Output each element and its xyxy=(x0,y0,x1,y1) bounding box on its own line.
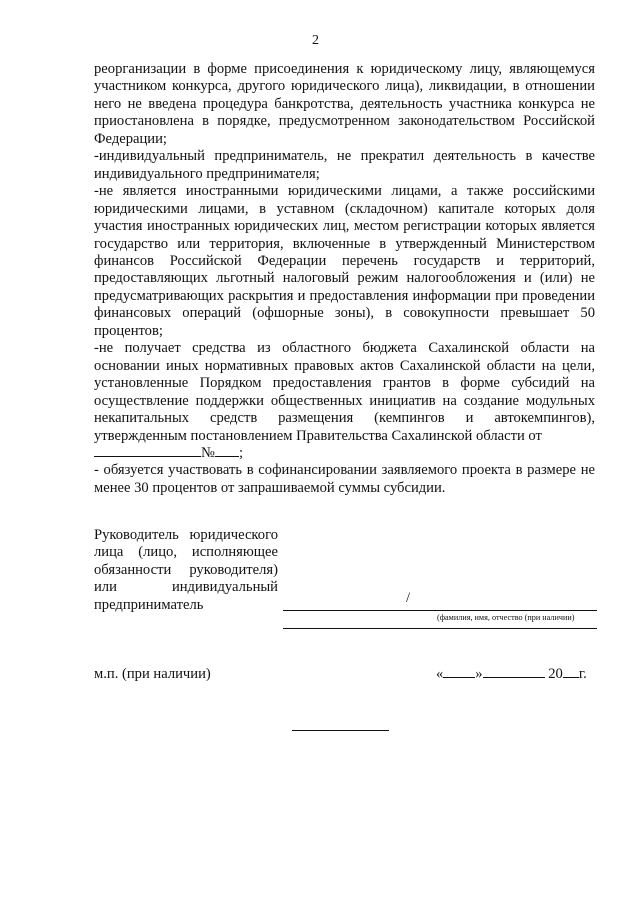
resolution-number-line xyxy=(94,445,595,462)
document-body xyxy=(94,61,595,497)
date-line xyxy=(436,666,587,683)
signer-block xyxy=(94,527,278,614)
paragraph-reorganization: реорганизации в форме присоединения к юридическому лицу, являющемуся участником конкурса, другого юридического лица), ликвидации, в отношении него не введена процедура банкротства, деятельность участника конкурса не приостановлена в порядке, предусмотренном законодательством Российской Федерации; xyxy=(94,61,595,147)
signature-slash: / xyxy=(406,590,411,606)
date-year-blank xyxy=(563,666,579,678)
resolution-number-blank xyxy=(215,445,239,457)
signer-line: предприниматель xyxy=(94,596,204,613)
signer-line: лица (лицо, исполняющее xyxy=(94,544,278,561)
paragraph-cofinancing: - обязуется участвовать в софинансировании заявляемого проекта в размере не менее 30 процентов от запрашиваемой суммы субсидии. xyxy=(94,462,595,496)
page-number: 2 xyxy=(312,33,319,48)
date-year-suffix: г. xyxy=(578,666,587,682)
end-divider xyxy=(292,730,389,731)
signer-line: обязанности руководителя) xyxy=(94,561,278,578)
signer-line: Руководитель юридического xyxy=(94,527,278,543)
paragraph-entrepreneur: -индивидуальный предприниматель, не прекратил деятельность в качестве индивидуального предпринимателя; xyxy=(94,148,595,182)
paragraph-regional-budget: -не получает средства из областного бюджета Сахалинской области на основании иных нормативных правовых актов Сахалинской области на цели, установленные Порядком предоставления грантов в форме субсидий на осуществление поддержки общественных инициатив на создание модульных некапитальных средств размещения (кемпингов и автокемпингов), утвержденным постановлением Правительства Сахалинской области от xyxy=(94,340,595,444)
signature-line xyxy=(283,610,597,611)
date-close-quote: » xyxy=(475,666,483,682)
resolution-date-blank xyxy=(94,445,201,457)
date-open-quote: « xyxy=(436,666,444,682)
stamp-label: м.п. (при наличии) xyxy=(94,666,211,682)
date-month-blank xyxy=(483,666,545,678)
name-line xyxy=(283,628,597,629)
signer-line: или индивидуальный xyxy=(94,579,278,596)
signature-caption: (фамилия, имя, отчество (при наличии) xyxy=(437,613,575,622)
number-sign: № xyxy=(201,444,215,461)
number-tail: ; xyxy=(238,444,243,461)
date-year-prefix: 20 xyxy=(548,666,563,682)
paragraph-foreign-entities: -не является иностранными юридическими лицами, а также российскими юридическими лицами, в уставном (складочном) капитале которых доля участия иностранных юридических лиц, местом регистрации которых является государство или территория, включенные в утвержденный Министерством финансов Российской Федерации перечень государств и территорий, предоставляющих льготный налоговый режим налогообложения и (или) не предусматривающих раскрытия и предоставления информации при проведении финансовых операций (офшорные зоны), в совокупности превышает 50 процентов; xyxy=(94,183,595,339)
date-day-blank xyxy=(443,666,475,678)
